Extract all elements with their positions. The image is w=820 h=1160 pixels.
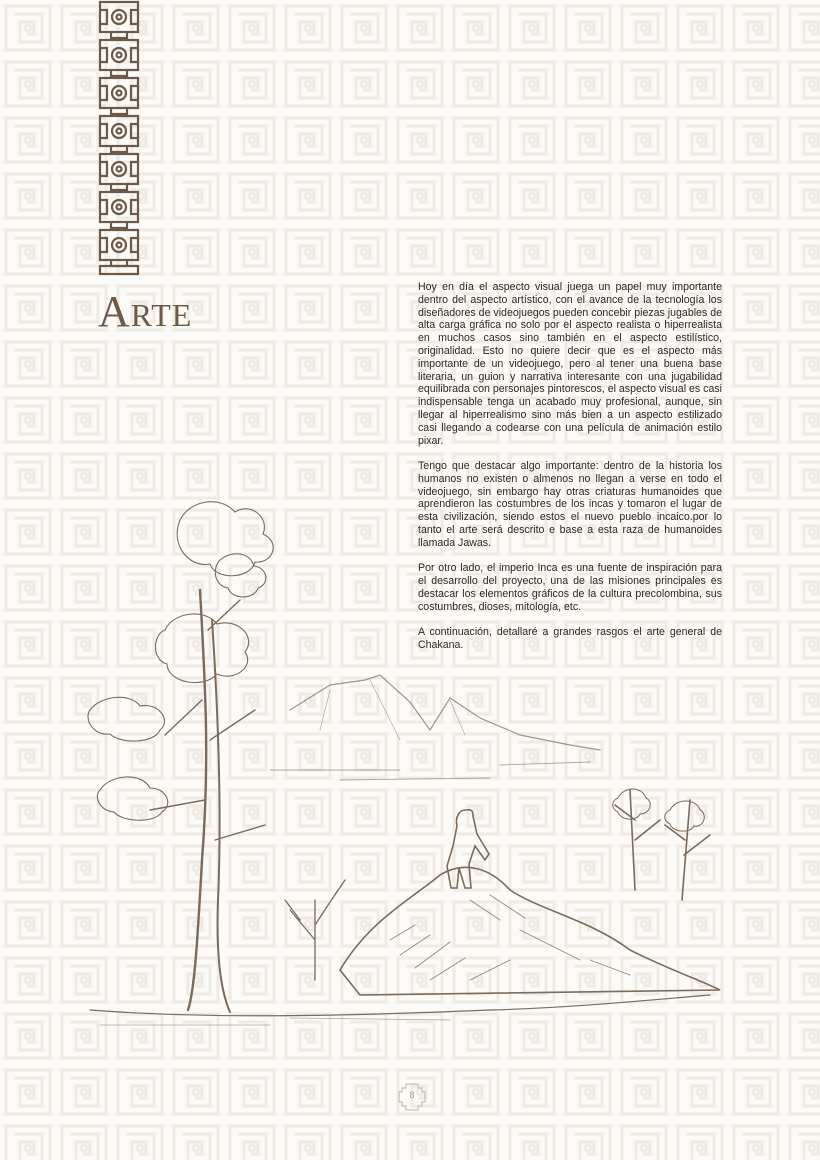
small-tree (615, 790, 660, 890)
title-rest: RTE (130, 297, 193, 333)
title-initial: A (98, 287, 131, 336)
section-title (98, 286, 192, 337)
small-tree (665, 800, 710, 900)
decorative-key-border (97, 0, 141, 276)
landscape-sketch-illustration (70, 480, 750, 1040)
paragraph: A continuación, detallaré a grandes rasgos el arte general de Chakana. (418, 625, 722, 651)
page-number: 8 (409, 1090, 415, 1100)
rock (340, 867, 720, 995)
paragraph: Por otro lado, el imperio Inca es una fuente de inspiración para el desarrollo del proyecto, una de las misiones principales es destacar los elementos gráficos de la cultura precolombina, sus costumbres, dioses, mitología, etc. (418, 562, 722, 613)
bare-tree (285, 880, 345, 980)
paragraph: Tengo que destacar algo importante: dentro de la historia los humanos no existen o almenos no llegan a verse en todo el videojuego, sin embargo hay otras criaturas humanoides que aprendieron las costumbres de los incas y tomaron el lugar de esta civilización, siendo estos el nuevo pueblo incaico.por lo tanto el arte será descrito e base a esta raza de humanoides llamada Jawas. (418, 459, 722, 549)
ground (90, 995, 710, 1016)
paragraph: Hoy en día el aspecto visual juega un papel muy importante dentro del aspecto artístico, con el avance de la tecnología los diseñadores de videojuegos pueden concebir piezas jugables de alta carga gráfica no solo por el aspecto realista o hiperrealista en muchos casos sino también en el aspecto estilístico, originalidad. Esto no quiere decir que es el aspecto más importante de un videojuego, pero al tener una buena base literaria, un guion y narrativa interesante con una jugabilidad equilibrada con personajes pintorescos, el aspecto visual es casi indispensable tenga un acabado muy profesional, aunque, sin llegar al hiperrealismo sino más bien a un aspecto estilizado casi llegando a codearse con una película de animación estilo pixar. (418, 281, 722, 447)
mountains (290, 675, 600, 750)
tree-canopy (88, 502, 273, 821)
figure (447, 810, 489, 888)
